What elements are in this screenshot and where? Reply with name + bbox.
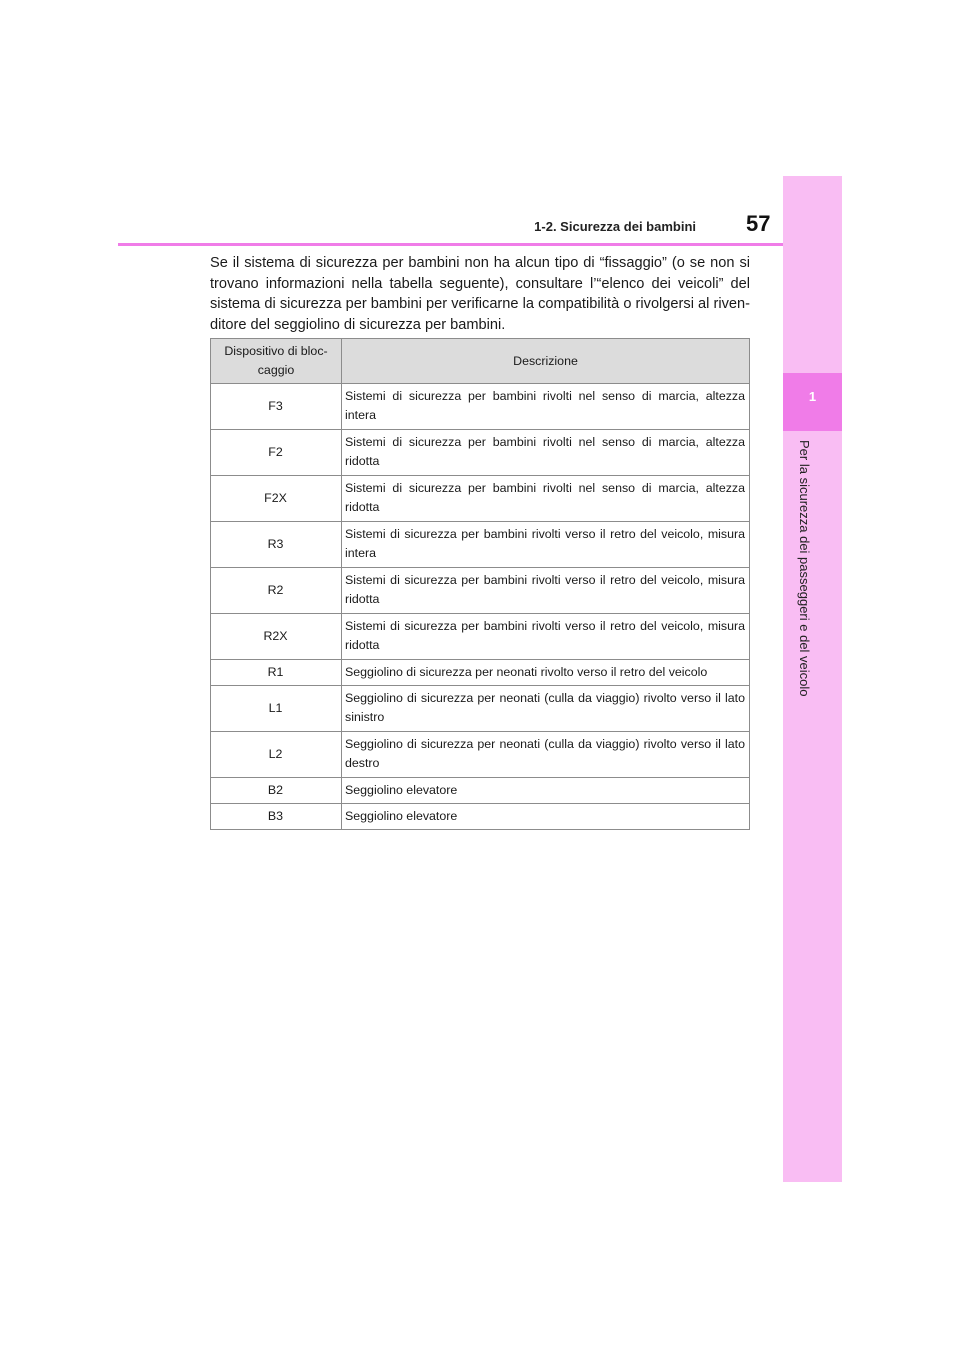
row-code: F2	[211, 430, 342, 476]
row-description-text: Sistemi di sicurezza per bambini rivolti nel senso di marcia, altezza ridotta	[345, 481, 745, 514]
table-row	[211, 568, 750, 614]
row-description-text: Seggiolino elevatore	[345, 783, 458, 797]
row-description-text: Sistemi di sicurezza per bambini rivolti verso il retro del veicolo, misura ridotta	[345, 619, 745, 652]
table-row	[211, 430, 750, 476]
row-description	[342, 778, 750, 804]
row-description	[342, 384, 750, 430]
row-code: R2X	[211, 614, 342, 660]
row-description	[342, 522, 750, 568]
row-description	[342, 660, 750, 686]
row-description	[342, 732, 750, 778]
row-description-text: Seggiolino di sicurezza per neonati rivolto verso il retro del veicolo	[345, 665, 708, 679]
row-description	[342, 430, 750, 476]
row-code: L2	[211, 732, 342, 778]
row-code: F3	[211, 384, 342, 430]
row-description-text: Sistemi di sicurezza per bambini rivolti verso il retro del veicolo, misura intera	[345, 527, 745, 560]
table-row	[211, 476, 750, 522]
row-code: B3	[211, 804, 342, 830]
header-device: Dispositivo di bloc- caggio	[211, 339, 342, 384]
row-description-text: Seggiolino di sicurezza per neonati (culla da viaggio) rivolto verso il lato sinistro	[345, 691, 745, 724]
intro-paragraph: Se il sistema di sicurezza per bambini non ha alcun tipo di “fissaggio” (o se non si trovano informazioni nella tabella seguente), consultare l’“elenco dei veicoli” del sistema di sicurezza per bambini per verificarne la compatibilità o rivolgersi al riven- ditore del seggiolino di sicurezza per bambini.	[210, 255, 750, 333]
row-description-text: Seggiolino di sicurezza per neonati (culla da viaggio) rivolto verso il lato destro	[345, 737, 745, 770]
table-row	[211, 778, 750, 804]
row-description	[342, 568, 750, 614]
table-row	[211, 804, 750, 830]
row-code: B2	[211, 778, 342, 804]
table-row	[211, 614, 750, 660]
row-description-text: Sistemi di sicurezza per bambini rivolti nel senso di marcia, altezza ridotta	[345, 435, 745, 468]
row-description-text: Sistemi di sicurezza per bambini rivolti verso il retro del veicolo, misura ridotta	[345, 573, 745, 606]
page-number: 57	[746, 211, 771, 236]
row-description-text: Sistemi di sicurezza per bambini rivolti nel senso di marcia, altezza intera	[345, 389, 745, 422]
row-description	[342, 614, 750, 660]
table-row	[211, 660, 750, 686]
row-description	[342, 686, 750, 732]
row-code: R3	[211, 522, 342, 568]
row-code: L1	[211, 686, 342, 732]
header-rule	[118, 243, 783, 246]
table-row	[211, 384, 750, 430]
table-header-row	[211, 339, 750, 384]
table-row	[211, 732, 750, 778]
chapter-tab-number: 1	[808, 389, 817, 404]
chapter-title-vertical: Per la sicurezza dei passeggeri e del veicolo	[797, 440, 812, 697]
row-code: F2X	[211, 476, 342, 522]
row-code: R2	[211, 568, 342, 614]
row-description	[342, 476, 750, 522]
side-band	[783, 176, 842, 1182]
table-row	[211, 686, 750, 732]
restraint-devices-table	[210, 338, 750, 830]
section-title: 1-2. Sicurezza dei bambini	[534, 219, 696, 234]
row-description	[342, 804, 750, 830]
row-description-text: Seggiolino elevatore	[345, 809, 458, 823]
header-description: Descrizione	[342, 339, 750, 384]
row-code: R1	[211, 660, 342, 686]
table-row	[211, 522, 750, 568]
